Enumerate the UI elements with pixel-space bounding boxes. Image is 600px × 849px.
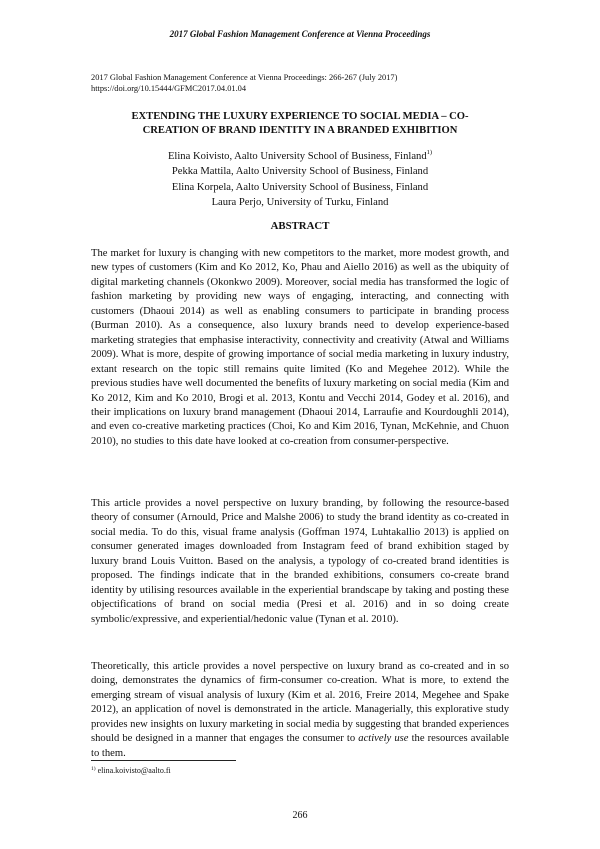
author-list — [91, 149, 509, 210]
abstract-heading: ABSTRACT — [270, 220, 330, 232]
author-line: Laura Perjo, University of Turku, Finland — [211, 196, 389, 208]
title-line-2: CREATION OF BRAND IDENTITY IN A BRANDED EXHIBITION — [142, 125, 458, 136]
citation-line: 2017 Global Fashion Management Conference at Vienna Proceedings: 266-267 (July 2017) — [91, 73, 398, 82]
running-head: 2017 Global Fashion Management Conference at Vienna Proceedings — [169, 29, 431, 39]
footnote-email[interactable]: elina.koivisto@aalto.fi — [95, 766, 171, 775]
page-number: 266 — [292, 810, 308, 821]
author-line: Elina Korpela, Aalto University School of Business, Finland — [171, 181, 429, 193]
abstract-paragraph-3 — [91, 660, 509, 761]
title-line-1: EXTENDING THE LUXURY EXPERIENCE TO SOCIAL MEDIA – CO- — [131, 111, 469, 122]
paper-title — [91, 110, 509, 138]
abstract-paragraph-1: The market for luxury is changing with new competitors to the market, more modest growth, and new types of customers (Kim and Ko 2012, Ko, Phau and Aiello 2016) as well as the ubiquity of digital marketing channels (Okonkwo 2009). Moreover, social media has transformed the logic of fashion marketing by providing new ways of engaging, interacting, and connecting with customers (Dhaoui 2014) as well as enabling consumers to participate in branding process (Burman 2010). As a consequence, also luxury brands need to develop experience-based marketing strategies that emphasise interactivity, connectivity and creativity (Atwal and Williams 2009). What is more, despite of growing importance of social media marketing in luxury industry, extant research on the topic still remains quite limited (Ko and Megehee 2012). While the previous studies have well documented the benefits of luxury marketing on social media (Kim and Ko 2012, Kim and Ko 2010, Brogi et al. 2013, Kontu and Vecchi 2014, Godey et al. 2016), and their implications on luxury brand management (Dhaoui 2014, Larraufie and Kourdoughli 2014), and even co-creative marketing practices (Choi, Ko and Kim 2016, Tynan, McKehnie, and Chuon 2010), no studies to this date have looked at co-creation from consumer-perspective. — [91, 248, 509, 447]
footnote — [91, 766, 171, 775]
footnote-marker: 1) — [426, 149, 433, 156]
emphasis-text: actively use — [358, 733, 409, 745]
doi-line[interactable]: https://doi.org/10.15444/GFMC2017.04.01.04 — [91, 83, 247, 93]
footnote-marker: 1) — [91, 766, 96, 772]
citation-block — [91, 73, 397, 94]
author-name: Elina Koivisto, Aalto University School of Business, Finland — [167, 151, 427, 162]
paragraph-text: Theoretically, this article provides a novel perspective on luxury brand as co-created and in so doing, demonstrates the dynamics of firm-consumer co-creation. What is more, to extend the emerging stream of visual analysis of luxury (Kim et al. 2016, Freire 2014, Megehee and Spake 2012), an application of novel is demonstrated in the article. Managerially, this explorative study provides new insights on luxury marketing in social media by suggesting that branded experiences should be designed in a manner that engages the consumer to — [91, 661, 509, 745]
author-line: Pekka Mattila, Aalto University School of Business, Finland — [171, 166, 429, 178]
author-line — [91, 149, 509, 164]
footnote-divider — [91, 760, 236, 761]
paragraph-text-end: the resources available to them. — [91, 733, 509, 759]
abstract-paragraph-2: This article provides a novel perspective on luxury branding, by following the resource-based theory of consumer (Arnould, Price and Malshe 2006) to study the brand identity as co-created in social media. To do this, visual frame analysis (Goffman 1974, Luhtakallio 2013) is applied on consumer generated images downloaded from Instagram feed of brand exhibition staged by luxury brand Louis Vuitton. Based on the analysis, a typology of co-created brand identities is proposed. The findings indicate that in the branded exhibitions, consumers co-create brand identity by utilising resources available in the experiential brandscape by taking and posting these objectifications of brand on social media (Presi et al. 2016) and in so doing create symbolic/expressive, and experiential/hedonic value (Tynan et al. 2010). — [91, 498, 509, 625]
